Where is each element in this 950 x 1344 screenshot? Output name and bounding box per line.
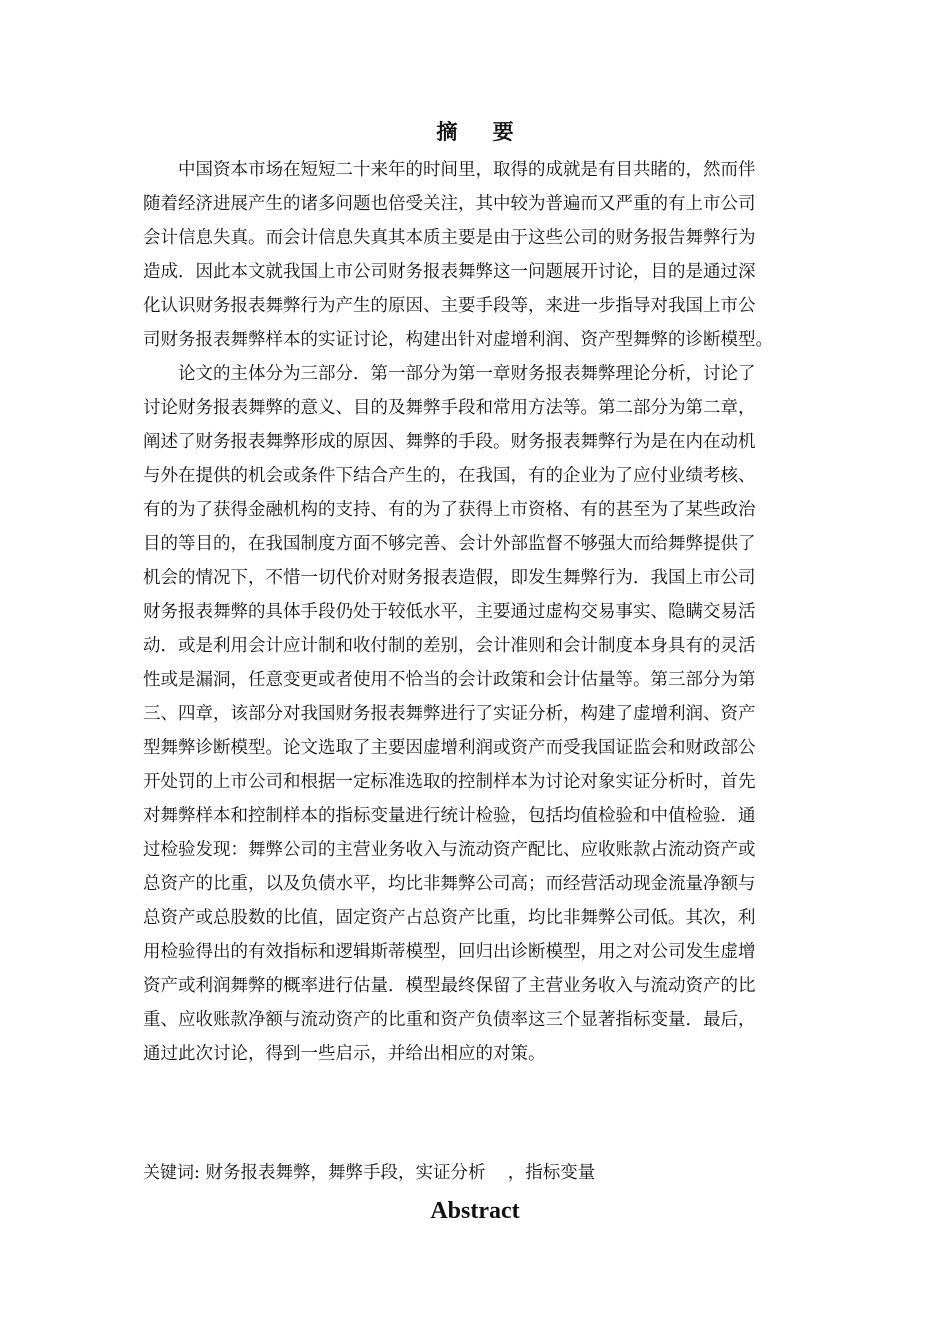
text-line: 用检验得出的有效指标和逻辑斯蒂模型，回归出诊断模型，用之对公司发生虚增 — [143, 942, 756, 962]
text-line: 化认识财务报表舞弊行为产生的原因、主要手段等，来进一步指导对我国上市公 — [143, 296, 756, 316]
keywords-line — [143, 1158, 595, 1188]
text-line: 财务报表舞弊的具体手段仍处于较低水平，主要通过虚构交易事实、隐瞒交易活 — [143, 602, 756, 622]
text-line: 通过此次讨论，得到一些启示，并给出相应的对策。 — [143, 1044, 546, 1064]
text-line: 阐述了财务报表舞弊形成的原因、舞弊的手段。财务报表舞弊行为是在内在动机 — [143, 432, 756, 452]
text-line: 总资产或总股数的比值，固定资产占总资产比重，均比非舞弊公司低。其次，利 — [143, 908, 756, 928]
text-line: 有的为了获得金融机构的支持、有的为了获得上市资格、有的甚至为了某些政治 — [143, 500, 756, 520]
text-line: 重、应收账款净额与流动资产的比重和资产负债率这三个显著指标变量．最后， — [143, 1010, 756, 1030]
text-line: 机会的情况下，不惜一切代价对财务报表造假，即发生舞弊行为．我国上市公司 — [143, 568, 756, 588]
text-line: 总资产的比重，以及负债水平，均比非舞弊公司高；而经营活动现金流量净额与 — [143, 874, 756, 894]
keywords-text: 财务报表舞弊，舞弊手段，实证分析 ，指标变量 — [205, 1163, 596, 1183]
text-line: 中国资本市场在短短二十来年的时间里，取得的成就是有目共睹的，然而伴 — [178, 160, 756, 180]
text-line: 论文的主体分为三部分．第一部分为第一章财务报表舞弊理论分析，讨论了 — [178, 364, 756, 384]
text-line: 资产或利润舞弊的概率进行估量．模型最终保留了主营业务收入与流动资产的比 — [143, 976, 756, 996]
text-line: 会计信息失真。而会计信息失真其本质主要是由于这些公司的财务报告舞弊行为 — [143, 228, 756, 248]
text-line: 随着经济进展产生的诸多问题也倍受关注，其中较为普遍而又严重的有上市公司 — [143, 194, 756, 214]
text-line: 目的等目的，在我国制度方面不够完善、会计外部监督不够强大而给舞弊提供了 — [143, 534, 756, 554]
text-line: 性或是漏洞，任意变更或者使用不恰当的会计政策和会计估量等。第三部分为第 — [143, 670, 756, 690]
text-line: 三、四章，该部分对我国财务报表舞弊进行了实证分析，构建了虚增利润、资产 — [143, 704, 756, 724]
text-line: 与外在提供的机会或条件下结合产生的，在我国，有的企业为了应付业绩考核、 — [143, 466, 756, 486]
abstract-heading: Abstract — [430, 1198, 520, 1224]
text-line: 讨论财务报表舞弊的意义、目的及舞弊手段和常用方法等。第二部分为第二章， — [143, 398, 756, 418]
page-title: 摘 要 — [436, 120, 528, 144]
keywords-label: 关键词 — [143, 1163, 194, 1183]
text-line: 过检验发现：舞弊公司的主营业务收入与流动资产配比、应收账款占流动资产或 — [143, 840, 756, 860]
text-line: 型舞弊诊断模型。论文选取了主要因虚增利润或资产而受我国证监会和财政部公 — [143, 738, 756, 758]
text-line: 造成．因此本文就我国上市公司财务报表舞弊这一问题展开讨论，目的是通过深 — [143, 262, 756, 282]
text-line: 对舞弊样本和控制样本的指标变量进行统计检验，包括均值检验和中值检验．通 — [143, 806, 756, 826]
abstract-body — [143, 153, 843, 1071]
text-line: 动．或是利用会计应计制和收付制的差别，会计准则和会计制度本身具有的灵活 — [143, 636, 756, 656]
keywords-separator: : — [194, 1163, 200, 1183]
paragraph-1 — [143, 153, 843, 357]
text-line: 司财务报表舞弊样本的实证讨论，构建出针对虚增利润、资产型舞弊的诊断模型。 — [143, 330, 773, 350]
paragraph-2 — [143, 357, 843, 1071]
text-line: 开处罚的上市公司和根据一定标准选取的控制样本为讨论对象实证分析时，首先 — [143, 772, 756, 792]
